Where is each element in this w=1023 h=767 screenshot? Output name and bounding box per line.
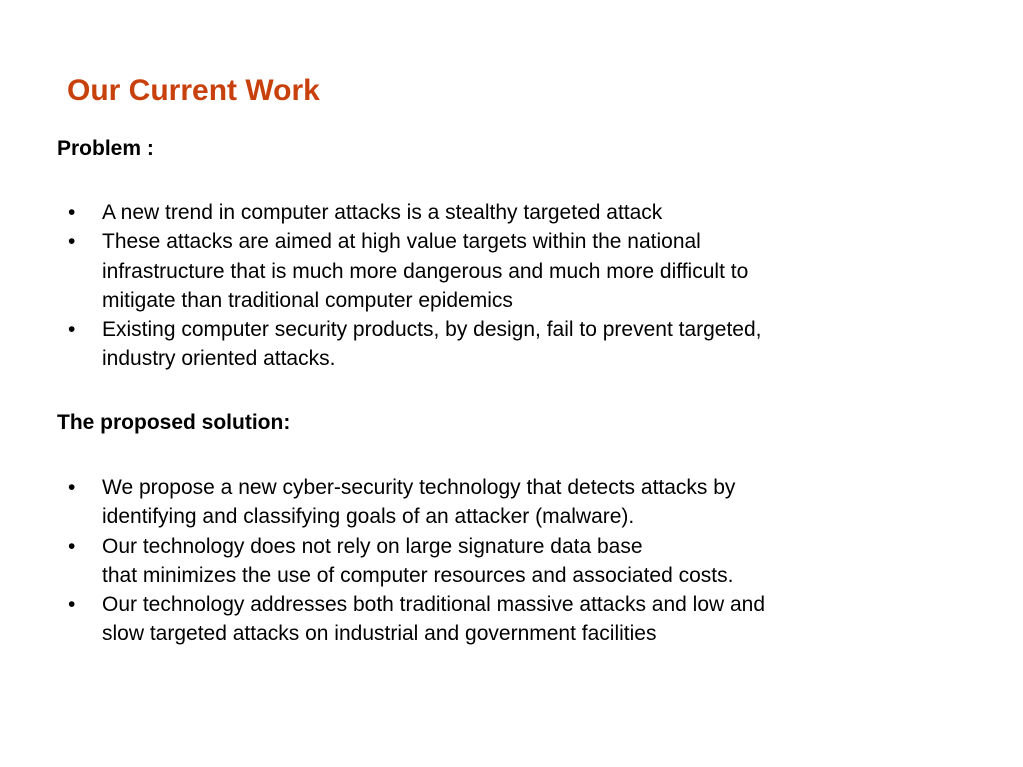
- problem-heading: Problem :: [57, 137, 154, 160]
- problem-bullet: [66, 198, 946, 227]
- bullet-text-line: that minimizes the use of computer resources and associated costs.: [102, 563, 734, 587]
- bullet-text-line: infrastructure that is much more dangerous and much more difficult to: [102, 259, 749, 283]
- bullet-text-line: industry oriented attacks.: [102, 347, 336, 371]
- bullet-text-line: mitigate than traditional computer epidemics: [102, 288, 513, 312]
- bullet-text-line: slow targeted attacks on industrial and government facilities: [102, 622, 657, 646]
- bullet-text-line: Existing computer security products, by design, fail to prevent targeted,: [102, 318, 762, 342]
- bullet-text-line: A new trend in computer attacks is a stealthy targeted attack: [102, 201, 663, 224]
- bullet-text-line: These attacks are aimed at high value targets within the national: [102, 230, 701, 254]
- solution-heading: The proposed solution:: [57, 411, 291, 434]
- bullet-text-line: We propose a new cyber-security technology that detects attacks by: [102, 476, 736, 499]
- solution-bullet-list: [66, 473, 946, 649]
- bullet-text-line: identifying and classifying goals of an attacker (malware).: [102, 505, 635, 529]
- slide-title: Our Current Work: [67, 74, 320, 107]
- solution-bullet: [66, 473, 946, 532]
- bullet-icon: •: [68, 534, 76, 558]
- solution-bullet: [66, 590, 946, 649]
- solution-bullet: [66, 532, 946, 591]
- problem-bullet-list: [66, 198, 946, 374]
- problem-bullet: [66, 315, 946, 374]
- bullet-icon: •: [68, 318, 76, 342]
- bullet-icon: •: [68, 230, 76, 254]
- bullet-text-line: Our technology does not rely on large signature data base: [102, 534, 643, 558]
- problem-bullet: [66, 227, 946, 315]
- bullet-icon: •: [68, 593, 76, 617]
- bullet-icon: •: [68, 476, 76, 499]
- bullet-icon: •: [68, 201, 76, 224]
- bullet-text-line: Our technology addresses both traditional massive attacks and low and: [102, 593, 766, 617]
